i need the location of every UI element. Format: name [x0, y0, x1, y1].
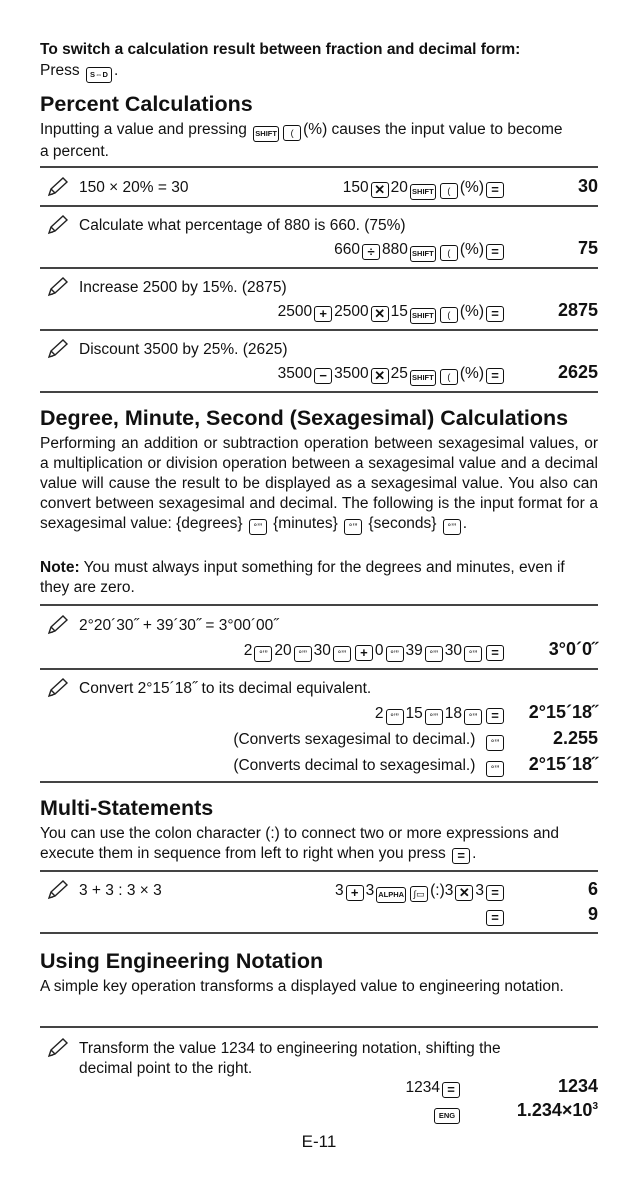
key-sequence	[432, 1102, 462, 1124]
equals-key-icon: =	[486, 244, 504, 260]
key-value: 20	[390, 179, 408, 196]
dms-key-icon: °’”	[464, 646, 482, 662]
sd-key-icon: S⇔D	[86, 67, 112, 83]
key-sequence	[343, 178, 506, 200]
key-sequence	[233, 756, 506, 777]
key-sequence	[375, 704, 506, 725]
key-value: 15	[390, 303, 408, 320]
pencil-icon	[46, 879, 70, 901]
example-text: 150 × 20% = 30	[79, 179, 189, 196]
dms-key-icon: °’”	[344, 519, 362, 535]
lparen-key-icon: (	[440, 183, 458, 199]
alpha-key-icon: ALPHA	[376, 887, 406, 903]
divider	[40, 329, 598, 331]
key-value: 2	[243, 642, 253, 659]
key-value: 20	[274, 642, 292, 659]
key-value: 30	[444, 642, 462, 659]
shift-key-icon: SHIFT	[410, 308, 436, 324]
multiply-key-icon: ✕	[371, 306, 389, 322]
percent-intro	[40, 120, 598, 162]
dms-key-icon: °’”	[486, 761, 504, 777]
equals-key-icon: =	[486, 306, 504, 322]
divider	[40, 932, 598, 934]
key-sequence	[233, 730, 506, 751]
example-text: Discount 3500 by 25%. (2625)	[79, 341, 288, 358]
page-number: E-11	[301, 1132, 337, 1151]
percent-title: Percent Calculations	[40, 92, 253, 116]
shift-key-icon: SHIFT	[253, 126, 279, 142]
result: 3°0´0˝	[548, 639, 598, 659]
example-text: 2°20´30˝ + 39´30˝ = 3°00´00˝	[79, 617, 279, 634]
integral-key-icon: ∫▭	[410, 886, 428, 902]
divider	[40, 205, 598, 207]
press-text: Press	[40, 62, 80, 79]
result: 2875	[557, 300, 598, 320]
divider	[40, 391, 598, 393]
convert-note: (Converts decimal to sexagesimal.)	[233, 757, 476, 774]
convert-note: (Converts sexagesimal to decimal.)	[233, 731, 476, 748]
dms-key-icon: °’”	[249, 519, 267, 535]
key-value: 880	[382, 241, 408, 258]
lparen-key-icon: (	[440, 369, 458, 385]
switch-press-line	[40, 61, 118, 83]
key-sequence	[335, 881, 506, 903]
minus-key-icon: −	[314, 368, 332, 384]
key-sequence	[334, 240, 506, 262]
result: 9	[587, 904, 598, 924]
dms-key-icon: °’”	[486, 735, 504, 751]
key-value: 15	[405, 705, 423, 722]
lparen-key-icon: (	[440, 245, 458, 261]
dms-paragraph: Performing an addition or subtraction operation between sexagesimal values, or a multiplication or division operation between a sexagesimal value and a decimal value will cause the result to be displayed as a sexagesimal value. You also can convert between sexagesimal and decimal. The following is the input format for a sexagesimal value: {degrees} °’” {minutes} °’” {seconds} °’” .	[40, 434, 598, 535]
multiply-key-icon: ✕	[371, 182, 389, 198]
dms-key-icon: °’”	[425, 646, 443, 662]
key-value: 25	[390, 365, 408, 382]
key-value: 3	[335, 882, 344, 899]
pencil-icon	[46, 1037, 70, 1059]
divider	[40, 1026, 598, 1028]
key-value: 2500	[334, 303, 369, 320]
lparen-key-icon: (	[440, 307, 458, 323]
intro-b: (%) causes the input value to become	[303, 121, 563, 138]
key-value: 3	[475, 882, 484, 899]
key-value: 150	[342, 179, 369, 196]
key-sequence	[406, 1078, 462, 1098]
result-base: 1.234×10	[516, 1100, 593, 1120]
divider	[40, 870, 598, 872]
example-text: Increase 2500 by 15%. (2875)	[79, 279, 287, 296]
key-value: 2500	[277, 303, 313, 320]
colon-label: (:)	[430, 882, 445, 899]
dms-para-a: Performing an addition or subtraction operation between sexagesimal values, or a multiplication or division operation between a sexagesimal value and a decimal value will cause the result to be displayed as a sexagesimal value. You also can convert between sexagesimal and decimal. The following is the input format for a sexagesimal value: {degrees}	[40, 435, 598, 532]
key-sequence	[244, 641, 506, 662]
switch-heading: To switch a calculation result between fraction and decimal form:	[40, 41, 521, 58]
dms-para-b: {minutes}	[273, 515, 338, 532]
multi-title: Multi-Statements	[40, 796, 214, 820]
pencil-icon	[46, 276, 70, 298]
dms-key-icon: °’”	[254, 646, 272, 662]
dms-key-icon: °’”	[443, 519, 461, 535]
key-value: 30	[313, 642, 331, 659]
multiply-key-icon: ✕	[371, 368, 389, 384]
dms-key-icon: °’”	[386, 646, 404, 662]
equals-key-icon: =	[452, 848, 470, 864]
divider	[40, 604, 598, 606]
pencil-icon	[46, 214, 70, 236]
equals-key-icon: =	[442, 1082, 460, 1098]
example-text: Calculate what percentage of 880 is 660. (75%)	[79, 217, 406, 234]
multi-paragraph: You can use the colon character (:) to connect two or more expressions and execute them in sequence from left to right when you press = .	[40, 825, 559, 863]
equals-key-icon: =	[486, 182, 504, 198]
key-value: 18	[444, 705, 462, 722]
key-value: 3	[365, 882, 375, 899]
key-value: 3500	[334, 365, 369, 382]
plus-key-icon: +	[346, 885, 364, 901]
key-value: 0	[374, 642, 384, 659]
dms-title: Degree, Minute, Second (Sexagesimal) Calculations	[40, 406, 569, 430]
multi-para-text: You can use the colon character (:) to connect two or more expressions and execute them in sequence from left to right when you press	[40, 825, 559, 862]
result-exponent: 3	[592, 1101, 598, 1112]
divider	[40, 781, 598, 783]
result: 2°15´18˝	[528, 702, 598, 722]
percent-label: (%)	[459, 241, 484, 258]
eng-paragraph: A simple key operation transforms a displayed value to engineering notation.	[40, 978, 564, 995]
key-value: 1234	[405, 1079, 440, 1096]
key-value: 39	[405, 642, 423, 659]
dms-para-c: {seconds}	[368, 515, 437, 532]
multiply-key-icon: ✕	[455, 885, 473, 901]
eng-title: Using Engineering Notation	[40, 949, 324, 973]
result: 6	[587, 879, 598, 899]
equals-key-icon: =	[486, 368, 504, 384]
divider	[40, 166, 598, 168]
example-text: Convert 2°15´18˝ to its decimal equivalent.	[79, 680, 372, 697]
key-sequence	[278, 302, 506, 324]
intro-c: a percent.	[40, 143, 109, 160]
shift-key-icon: SHIFT	[410, 370, 436, 386]
result: 2.255	[552, 728, 598, 748]
lparen-key-icon: (	[283, 125, 301, 141]
percent-label: (%)	[459, 179, 484, 196]
key-value: 2	[374, 705, 384, 722]
result: 75	[577, 238, 598, 258]
example-text: 3 + 3 : 3 × 3	[79, 882, 162, 899]
pencil-icon	[46, 338, 70, 360]
plus-key-icon: +	[355, 645, 373, 661]
dms-key-icon: °’”	[333, 646, 351, 662]
eng-key-icon: ENG	[434, 1108, 460, 1124]
result	[517, 1100, 598, 1121]
note-text: You must always input something for the degrees and minutes, even if they are zero.	[40, 559, 565, 596]
pencil-icon	[46, 176, 70, 198]
equals-key-icon: =	[486, 885, 504, 901]
result: 2625	[557, 362, 598, 382]
divide-key-icon: ÷	[362, 244, 380, 260]
shift-key-icon: SHIFT	[410, 246, 436, 262]
pencil-icon	[46, 677, 70, 699]
percent-label: (%)	[459, 303, 484, 320]
equals-key-icon: =	[486, 645, 504, 661]
dms-key-icon: °’”	[464, 709, 482, 725]
result: 1234	[557, 1076, 598, 1096]
key-value: 3500	[277, 365, 313, 382]
key-value: 660	[334, 241, 361, 258]
equals-key-icon: =	[486, 708, 504, 724]
key-sequence	[278, 364, 506, 386]
dms-key-icon: °’”	[425, 709, 443, 725]
key-value: 3	[444, 882, 454, 899]
result: 30	[577, 176, 598, 196]
shift-key-icon: SHIFT	[410, 184, 436, 200]
equals-key-icon: =	[486, 910, 504, 926]
percent-label: (%)	[459, 365, 484, 382]
pencil-icon	[46, 614, 70, 636]
plus-key-icon: +	[314, 306, 332, 322]
divider	[40, 668, 598, 670]
divider	[40, 267, 598, 269]
result: 2°15´18˝	[528, 754, 598, 774]
period: .	[113, 62, 119, 79]
example-text: Transform the value 1234 to engineering notation, shifting the decimal point to the right.	[79, 1040, 501, 1077]
dms-key-icon: °’”	[294, 646, 312, 662]
note-label: Note:	[40, 559, 80, 576]
intro-a: Inputting a value and pressing	[40, 121, 247, 138]
dms-key-icon: °’”	[386, 709, 404, 725]
key-sequence	[484, 906, 506, 926]
dms-note	[40, 558, 598, 598]
